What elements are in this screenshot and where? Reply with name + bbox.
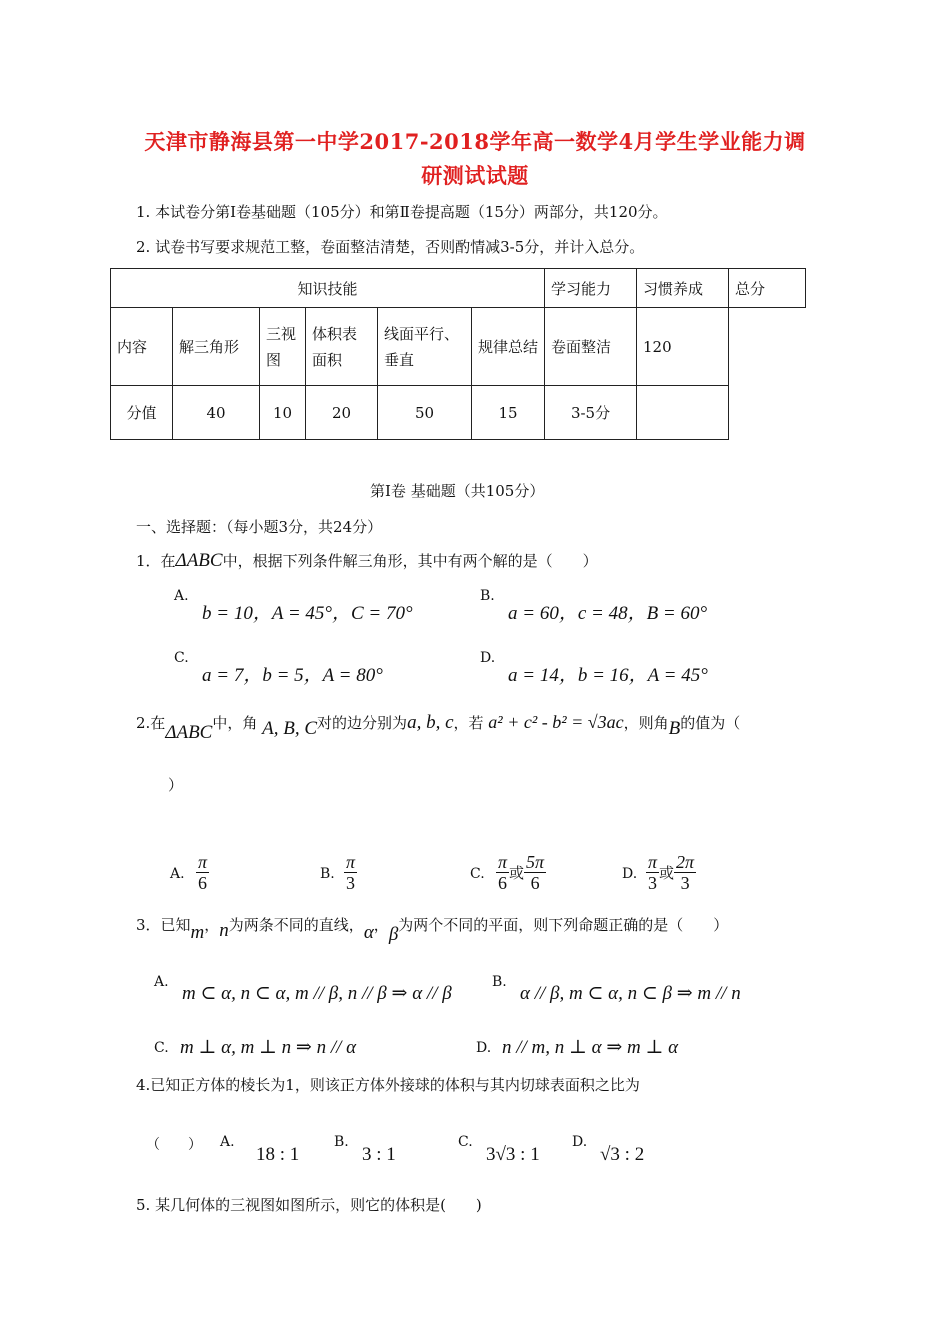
page-title-line1: 天津市静海县第一中学2017-2018学年高一数学4月学生学业能力调 (144, 129, 806, 154)
q3-option-b-text: α // β, m ⊂ α, n ⊂ β ⇒ m // n (520, 983, 741, 1004)
q2-option-d-frac: $\frac{\pi}{3}$ 或 $\frac{2\pi}{3}$ (648, 852, 695, 893)
score-cell: 50 (378, 386, 472, 440)
q3-option-a-text: m ⊂ α, n ⊂ α, m // β, n // β ⇒ α // β (182, 983, 452, 1004)
q4-option-b-label: B. (334, 1134, 349, 1150)
q3-option-a-label: A. (154, 974, 169, 990)
header-learning: 学习能力 (545, 269, 637, 308)
content-cell: 三视图 (260, 308, 306, 386)
q4-option-b-text: 3 : 1 (362, 1144, 396, 1165)
page-title-line2: 研测试试题 (421, 163, 529, 188)
q2-option-c-label: C. (470, 866, 485, 882)
q2-option-b-frac: $\frac{\pi}{3}$ (346, 852, 356, 893)
q1-option-c-label: C. (174, 650, 189, 666)
content-cell: 规律总结 (472, 308, 545, 386)
q3-stem: 3．已知m，n为两条不同的直线，α，β为两个不同的平面，则下列命题正确的是（ ） (136, 916, 729, 945)
section-title: 第Ⅰ卷 基础题（共105分） (370, 482, 545, 500)
header-habit: 习惯养成 (637, 269, 729, 308)
content-cell: 卷面整洁 (545, 308, 637, 386)
q3-option-d-text: n // m, n ⊥ α ⇒ m ⊥ α (502, 1037, 679, 1058)
q4-paren: （ ） (146, 1137, 202, 1153)
q4-option-c-label: C. (458, 1134, 473, 1150)
q3-option-d-label: D. (476, 1040, 492, 1056)
q1-option-b-text: a = 60，c = 48，B = 60° (508, 603, 708, 624)
content-cell: 体积表面积 (306, 308, 378, 386)
header-knowledge: 知识技能 (111, 269, 545, 308)
header-total: 总分 (729, 269, 806, 308)
q3-option-b-label: B. (492, 974, 507, 990)
note-1: 1. 本试卷分第Ⅰ卷基础题（105分）和第Ⅱ卷提高题（15分）两部分，共120分。 (136, 203, 668, 221)
score-label: 分值 (111, 386, 173, 440)
q2-option-b-label: B. (320, 866, 335, 882)
q4-option-a-text: 18 : 1 (256, 1144, 300, 1165)
content-cell: 120 (637, 308, 729, 386)
score-cell: 10 (260, 386, 306, 440)
q2-option-d-label: D. (622, 866, 638, 882)
content-cell: 解三角形 (173, 308, 260, 386)
score-cell: 3-5分 (545, 386, 637, 440)
q1-option-b-label: B. (480, 588, 495, 604)
part1-heading: 一、选择题：（每小题3分，共24分） (136, 518, 383, 536)
score-cell (637, 386, 729, 440)
q2-option-a-label: A. (170, 866, 185, 882)
content-cell: 线面平行、垂直 (378, 308, 472, 386)
score-cell: 40 (173, 386, 260, 440)
q1-option-d-text: a = 14，b = 16，A = 45° (508, 665, 708, 686)
score-cell: 20 (306, 386, 378, 440)
q5-stem: 5. 某几何体的三视图如图所示，则它的体积是( ) (136, 1196, 482, 1214)
q4-option-a-label: A. (220, 1134, 235, 1150)
q4-stem: 4.已知正方体的棱长为1，则该正方体外接球的体积与其内切球表面积之比为 (136, 1076, 640, 1094)
score-table (110, 268, 806, 440)
q4-option-d-label: D. (572, 1134, 588, 1150)
q3-option-c-text: m ⊥ α, m ⊥ n ⇒ n // α (180, 1037, 357, 1058)
q2-option-a-frac: $\frac{\pi}{6}$ (198, 852, 208, 893)
q4-option-d-text: √3 : 2 (600, 1144, 645, 1165)
q2-option-c-frac: $\frac{\pi}{6}$ 或 $\frac{5\pi}{6}$ (498, 852, 545, 893)
q1-option-c-text: a = 7，b = 5，A = 80° (202, 665, 383, 686)
note-2: 2. 试卷书写要求规范工整，卷面整洁清楚，否则酌情减3-5分，并计入总分。 (136, 238, 645, 256)
q3-option-c-label: C. (154, 1040, 169, 1056)
score-cell: 15 (472, 386, 545, 440)
q4-option-c-text: 3√3 : 1 (486, 1144, 540, 1165)
q1-option-d-label: D. (480, 650, 496, 666)
q1-stem: 1．在ΔABC中，根据下列条件解三角形，其中有两个解的是（ ） (136, 550, 598, 571)
q2-stem: 2.在ΔABC中，角 A, B, C对的边分别为a, b, c，若 a² + c² - b² = √3ac，则角B的值为（ (136, 712, 741, 743)
q1-option-a-label: A. (174, 588, 189, 604)
q2-paren-close: ） (168, 776, 184, 794)
q1-option-a-text: b = 10，A = 45°，C = 70° (202, 603, 413, 624)
content-label: 内容 (111, 308, 173, 386)
